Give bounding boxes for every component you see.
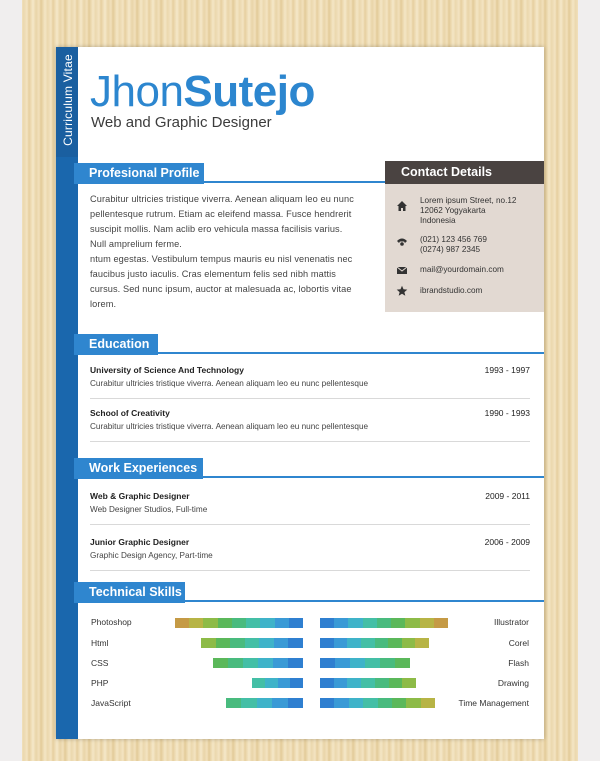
skill-bar-segment — [378, 698, 392, 708]
skill-bar-segment — [402, 638, 416, 648]
skill-bar-segment — [402, 678, 416, 688]
skill-bar-segment — [361, 678, 375, 688]
skill-bar-segment — [334, 638, 348, 648]
work-desc: Graphic Design Agency, Part-time — [90, 551, 213, 560]
skill-bar-segment — [363, 618, 377, 628]
skill-bar-segment — [388, 638, 402, 648]
skill-bar-segment — [272, 698, 287, 708]
profile-heading: Profesional Profile — [74, 163, 204, 184]
last-name: Sutejo — [183, 67, 315, 116]
profile-line: suscipit mollis. Nam aclib ero vehicula massa facilisis varius. — [90, 224, 343, 234]
education-years: 1990 - 1993 — [484, 408, 530, 418]
skill-bar-segment — [335, 658, 350, 668]
skill-bar-segment — [320, 698, 334, 708]
skill-bar-segment — [241, 698, 256, 708]
education-title: School of Creativity — [90, 408, 170, 418]
home-icon — [396, 200, 408, 212]
skill-bar-segment — [347, 638, 361, 648]
skill-label-illustrator: Illustrator — [494, 617, 529, 627]
skills-underline — [74, 600, 544, 602]
first-name: Jhon — [90, 67, 184, 116]
profile-text — [90, 192, 380, 312]
education-years: 1993 - 1997 — [484, 365, 530, 375]
skill-bar-segment — [347, 678, 361, 688]
skill-bar-segment — [216, 638, 231, 648]
skill-bar-segment — [392, 698, 406, 708]
profile-line: pellentesque rutrum. Etiam ac eleifend massa. Fusce hendrerit — [90, 209, 352, 219]
skill-bar-segment — [243, 658, 258, 668]
skill-bar-segment — [320, 638, 334, 648]
address-line-3: Indonesia — [420, 216, 456, 225]
education-heading: Education — [74, 334, 158, 355]
work-heading: Work Experiences — [74, 458, 203, 479]
skill-bar-photoshop — [175, 618, 303, 628]
skill-bar-segment — [245, 638, 260, 648]
profile-line: Null amprelium ferme. — [90, 239, 182, 249]
skill-bar-time-management — [320, 698, 435, 708]
profile-line: ntum egestas. Vestibulum tempus mauris eu nisl venenatis nec — [90, 254, 353, 264]
skill-bar-segment — [290, 678, 303, 688]
skill-bar-corel — [320, 638, 429, 648]
background-edge-right — [578, 0, 600, 761]
skill-bar-segment — [405, 618, 419, 628]
skill-bar-segment — [252, 678, 265, 688]
skill-bar-segment — [363, 698, 377, 708]
skill-bar-segment — [420, 618, 434, 628]
profile-underline — [74, 181, 385, 183]
skill-bar-segment — [415, 638, 429, 648]
skill-bar-segment — [389, 678, 403, 688]
background-edge-left — [0, 0, 22, 761]
skill-bar-segment — [288, 658, 303, 668]
work-desc: Web Designer Studios, Full-time — [90, 505, 208, 514]
skill-bar-segment — [203, 618, 217, 628]
skill-bar-segment — [334, 698, 348, 708]
profile-line: Curabitur ultricies tristique viverra. Aenean aliquam leo eu nunc — [90, 194, 354, 204]
divider — [90, 524, 530, 525]
skill-bar-segment — [230, 638, 245, 648]
email[interactable]: mail@yourdomain.com — [420, 265, 504, 274]
side-bar — [56, 47, 78, 739]
skill-bar-segment — [218, 618, 232, 628]
skill-bar-segment — [246, 618, 260, 628]
work-title: Web & Graphic Designer — [90, 491, 190, 501]
skill-bar-segment — [350, 658, 365, 668]
skill-bar-html — [201, 638, 303, 648]
skill-label-javascript: JavaScript — [91, 698, 131, 708]
skill-bar-segment — [189, 618, 203, 628]
skill-bar-segment — [348, 618, 362, 628]
job-title: Web and Graphic Designer — [91, 114, 272, 131]
divider — [90, 570, 530, 571]
skill-bar-segment — [380, 658, 395, 668]
phone-2: (0274) 987 2345 — [420, 245, 481, 254]
skill-bar-segment — [421, 698, 435, 708]
work-years: 2006 - 2009 — [484, 537, 530, 547]
skill-bar-segment — [257, 698, 272, 708]
skill-bar-segment — [201, 638, 216, 648]
star-icon — [396, 285, 408, 297]
skill-bar-segment — [275, 618, 289, 628]
skill-bar-segment — [288, 638, 303, 648]
skill-bar-segment — [365, 658, 380, 668]
education-desc: Curabitur ultricies tristique viverra. Aenean aliquam leo eu nunc pellentesque — [90, 379, 369, 388]
skill-bar-segment — [395, 658, 410, 668]
work-years: 2009 - 2011 — [485, 491, 530, 501]
skill-bar-segment — [265, 678, 278, 688]
skill-bar-segment — [406, 698, 420, 708]
website[interactable]: ibrandstudio.com — [420, 286, 483, 295]
skill-bar-segment — [175, 618, 189, 628]
skill-bar-segment — [320, 678, 334, 688]
full-name — [90, 67, 315, 116]
divider — [90, 441, 530, 442]
skill-bar-segment — [289, 618, 303, 628]
education-title: University of Science And Technology — [90, 365, 244, 375]
skill-bar-segment — [375, 638, 389, 648]
skill-bar-segment — [320, 618, 334, 628]
skill-bar-segment — [434, 618, 448, 628]
skill-bar-segment — [391, 618, 405, 628]
skill-bar-segment — [226, 698, 241, 708]
skill-bar-segment — [213, 658, 228, 668]
skill-bar-segment — [377, 618, 391, 628]
address-line-2: 12062 Yogyakarta — [420, 206, 486, 215]
contact-heading: Contact Details — [385, 161, 544, 184]
skill-bar-drawing — [320, 678, 416, 688]
skill-bar-segment — [258, 658, 273, 668]
divider — [90, 398, 530, 399]
profile-line: faucibus justo iaculis. Cras elementum felis sed nibh mattis — [90, 269, 337, 279]
phone-icon — [396, 236, 408, 248]
mail-icon — [396, 264, 408, 276]
skill-bar-css — [213, 658, 303, 668]
curriculum-vitae-label: Curriculum Vitae — [61, 54, 75, 146]
phone-1: (021) 123 456 769 — [420, 235, 487, 244]
work-underline — [74, 476, 544, 478]
education-desc: Curabitur ultricies tristique viverra. Aenean aliquam leo eu nunc pellentesque — [90, 422, 369, 431]
skill-bar-segment — [361, 638, 375, 648]
skill-label-time-management: Time Management — [458, 698, 529, 708]
skill-label-html: Html — [91, 638, 109, 648]
resume-page — [56, 47, 544, 739]
skill-bar-segment — [375, 678, 389, 688]
skill-bar-segment — [260, 618, 274, 628]
skill-bar-segment — [334, 678, 348, 688]
skill-label-flash: Flash — [508, 658, 529, 668]
skill-bar-segment — [320, 658, 335, 668]
skill-bar-segment — [288, 698, 303, 708]
skill-label-css: CSS — [91, 658, 109, 668]
skill-bar-segment — [278, 678, 291, 688]
skill-label-drawing: Drawing — [497, 678, 529, 688]
skill-bar-segment — [274, 638, 289, 648]
profile-line: cursus. Sed nunc ipsum, auctor at malesuada ac, lobortis vitae — [90, 284, 352, 294]
work-title: Junior Graphic Designer — [90, 537, 190, 547]
skill-bar-segment — [273, 658, 288, 668]
skill-bar-segment — [349, 698, 363, 708]
skill-bar-flash — [320, 658, 410, 668]
skill-bar-segment — [259, 638, 274, 648]
address-line-1: Lorem ipsum Street, no.12 — [420, 196, 517, 205]
skill-bar-segment — [334, 618, 348, 628]
skill-bar-illustrator — [320, 618, 448, 628]
skills-heading: Technical Skills — [74, 582, 185, 603]
education-underline — [74, 352, 544, 354]
profile-line: lorem. — [90, 299, 117, 309]
skill-bar-php — [252, 678, 303, 688]
skill-label-photoshop: Photoshop — [91, 617, 132, 627]
skill-bar-segment — [228, 658, 243, 668]
skill-label-corel: Corel — [508, 638, 529, 648]
skill-bar-segment — [232, 618, 246, 628]
skill-bar-javascript — [226, 698, 303, 708]
skill-label-php: PHP — [91, 678, 109, 688]
